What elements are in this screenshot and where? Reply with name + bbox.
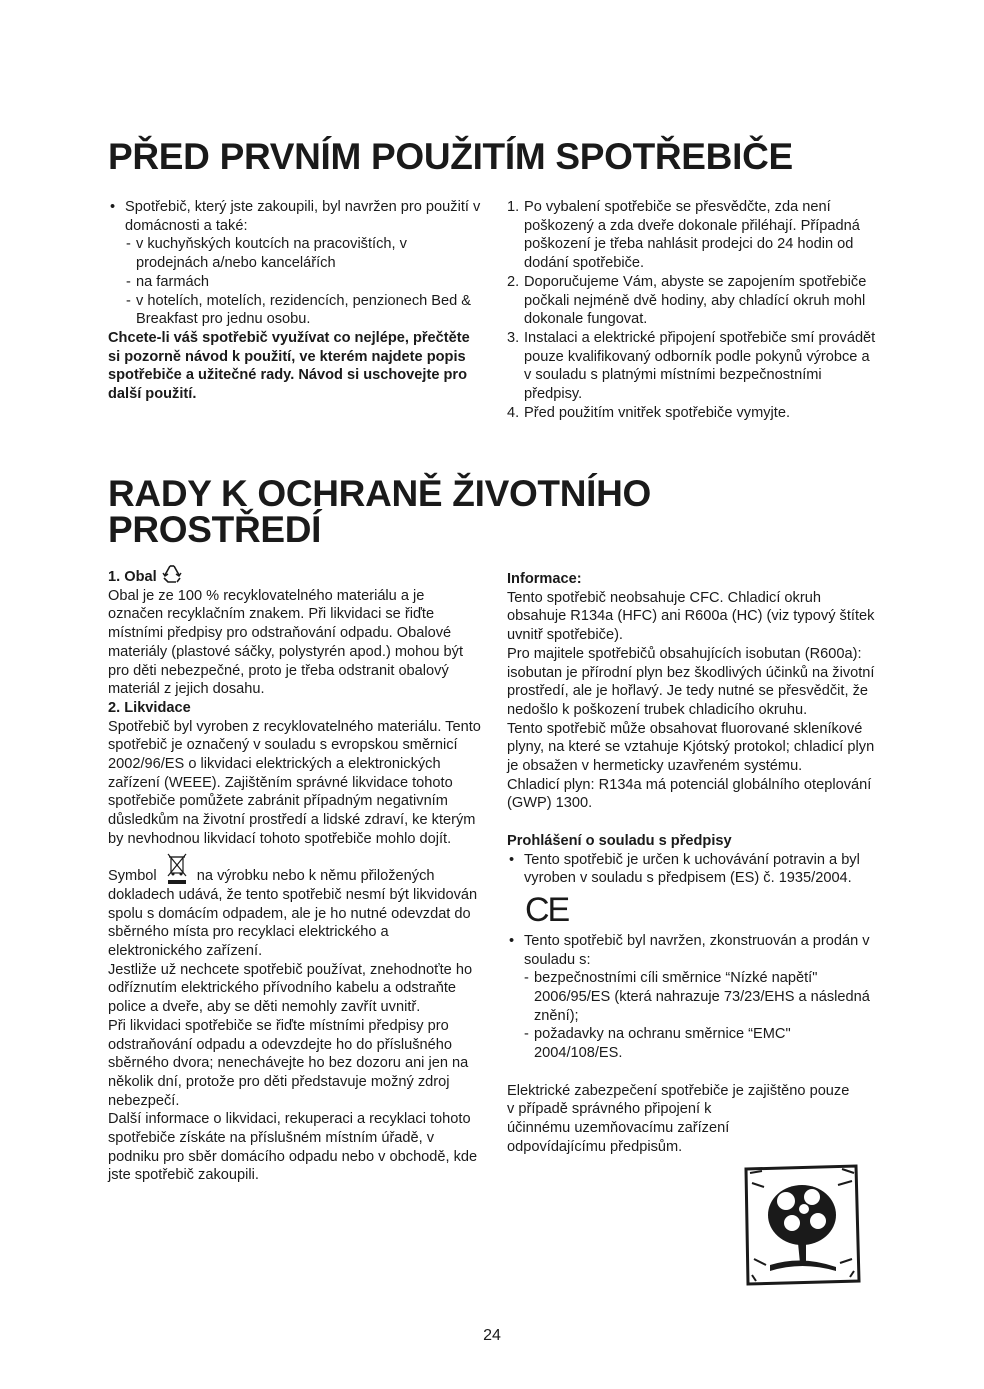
compliance-heading: Prohlášení o souladu s předpisy [507,832,732,849]
electrical-safety-line: Elektrické zabezpečení spotřebiče je zajištěno pouze [507,1082,850,1099]
page-number: 24 [483,1327,501,1344]
usage-dash-item: - v kuchyňských koutcích na pracovištích, v prodejnách a/nebo kancelářích [108,235,483,272]
compliance-bullet: • Tento spotřebič byl navržen, zkonstruován a prodán v souladu s: [507,932,879,969]
section-title-before-first-use: PŘED PRVNÍM POUŽITÍM SPOTŘEBIČE [108,136,793,177]
info-paragraph: Chladicí plyn: R134a má potenciál globálního oteplování (GWP) 1300. [507,776,872,812]
info-paragraph: Pro majitele spotřebičů obsahujících isobutan (R600a): isobutan je přírodní plyn bez škodlivých účinků na životní prostředí, ale je hořlavý. Je tedy nutné se přesvědčit, že nedošlo k poškození trubek chladicího okruhu. [507,645,875,718]
crossed-bin-icon [165,851,189,885]
symbol-paragraph: Symbol na výrobku nebo k němu přiložených dokladech udává, že tento spotřebič nesmí být likvidován spolu s domácím odpadem, ale je ho nutné odevzdat do sběrného místa pro recyklaci elektrického a elektronického zařízení. [108,867,483,961]
electrical-safety-rest: v případě správného připojení k účinnému uzemňovacímu zařízení odpovídajícímu předpisům. [507,1101,730,1155]
read-manual-note: Chcete-li váš spotřebič využívat co nejlépe, přečtěte si pozorně návod k použití, ve kterém najdete popis spotřebiče a užitečné rady. Návod si uschovejte pro další použití. [108,329,470,403]
info-paragraph: Tento spotřebič může obsahovat fluorované skleníkové plyny, na které se vztahuje Kjótský protokol; chladicí plyn je obsažen v hermeticky uzavřeném systému. [507,720,875,775]
section1-right-column [507,198,879,422]
numbered-item: 2. Doporučujeme Vám, abyste se zapojením spotřebiče počkali nejméně dvě hodiny, aby chladící okruh mohl dokonale fungovat. [507,273,867,328]
disposal-heading: 2. Likvidace [108,699,191,716]
information-heading: Informace: [507,571,582,587]
section1-left-column [108,198,483,404]
usage-dash-item: - v hotelích, motelích, rezidencích, penzionech Bed & Breakfast pro jednu osobu. [108,292,483,329]
section-title-environment: RADY K OCHRANĚ ŽIVOTNÍHO PROSTŘEDÍ [108,473,652,550]
local-rules-text: Při likvidaci spotřebiče se řiďte místními předpisy pro odstraňování odpadu a odevzdejte ho do příslušného sběrného dvora; nenechávejte ho bez dozoru ani jen na několik dní, protože pro děti představuje možný zdroj nebezpečí. [108,1017,469,1109]
stop-using-text: Jestliže už nechcete spotřebič používat, znehodnoťte ho odříznutím elektrického přívodního kabelu a odstraňte police a dveře, aby se děti nemohly zavřít uvnitř. [108,961,473,1016]
compliance-bullet: • Tento spotřebič je určen k uchovávání potravin a byl vyroben v souladu s předpisem (ES) č. 1935/2004. [507,851,879,888]
section2-left-column [108,568,483,1185]
numbered-item: 1. Po vybalení spotřebiče se přesvědčte, zda není poškozený a zda dveře dokonale přiléhají. Případná poškození je třeba nahlásit prodejci do 24 hodin od dodání spotřebiče. [507,199,860,272]
more-info-text: Další informace o likvidaci, rekuperaci a recyklaci tohoto spotřebiče získáte na příslušném místním úřadě, v podniku pro sběr domácího odpadu nebo v obchodě, kde jste spotřebič zakoupili. [108,1111,478,1184]
tree-illustration [742,1163,862,1287]
packaging-heading: 1. Obal [108,568,483,587]
numbered-item: 3. Instalaci a elektrické připojení spotřebiče smí provádět pouze kvalifikovaný odborník podle pokynů výrobce a v souladu s platnými místními bezpečnostními předpisy. [507,329,876,403]
disposal-text: Spotřebič byl vyroben z recyklovatelného materiálu. Tento spotřebič je označený v souladu s evropskou směrnicí 2002/96/ES o likvidaci elektrických a elektronických zařízení (WEEE). Zajištěním správné likvidace tohoto spotřebiče pomůžete zabránit případným negativním důsledkům na životní prostředí a lidské zdraví, ke kterým by nevhodnou likvidací tohoto spotřebiče mohlo dojít. [108,718,481,847]
info-paragraph: Tento spotřebič neobsahuje CFC. Chladicí okruh obsahuje R134a (HFC) ani R600a (HC) (viz typový štítek uvnitř spotřebiče). [507,589,875,644]
usage-bullet: • Spotřebič, který jste zakoupili, byl navržen pro použití v domácnosti a také: [108,198,483,235]
packaging-text: Obal je ze 100 % recyklovatelného materiálu a je označen recyklačním znakem. Při likvidaci se řiďte místními předpisy pro odstraňování odpadu. Obalové materiály (plastové sáčky, polystyrén apod.) mohou být pro děti nebezpečné, proto je třeba odstranit obalový materiál z jejich dosahu. [108,587,464,698]
usage-dash-item: - na farmách [108,273,483,292]
section2-right-column [507,570,879,1156]
ce-mark: CE [525,890,569,929]
numbered-item: 4. Před použitím vnitřek spotřebiče vymyjte. [507,404,791,421]
compliance-dash-item: - požadavky na ochranu směrnice “EMC" 2004/108/ES. [507,1025,879,1062]
compliance-dash-item: - bezpečnostními cíli směrnice “Nízké napětí" 2006/95/ES (která nahrazuje 73/23/EHS a následná znění); [507,969,879,1025]
recycle-icon [161,564,183,584]
